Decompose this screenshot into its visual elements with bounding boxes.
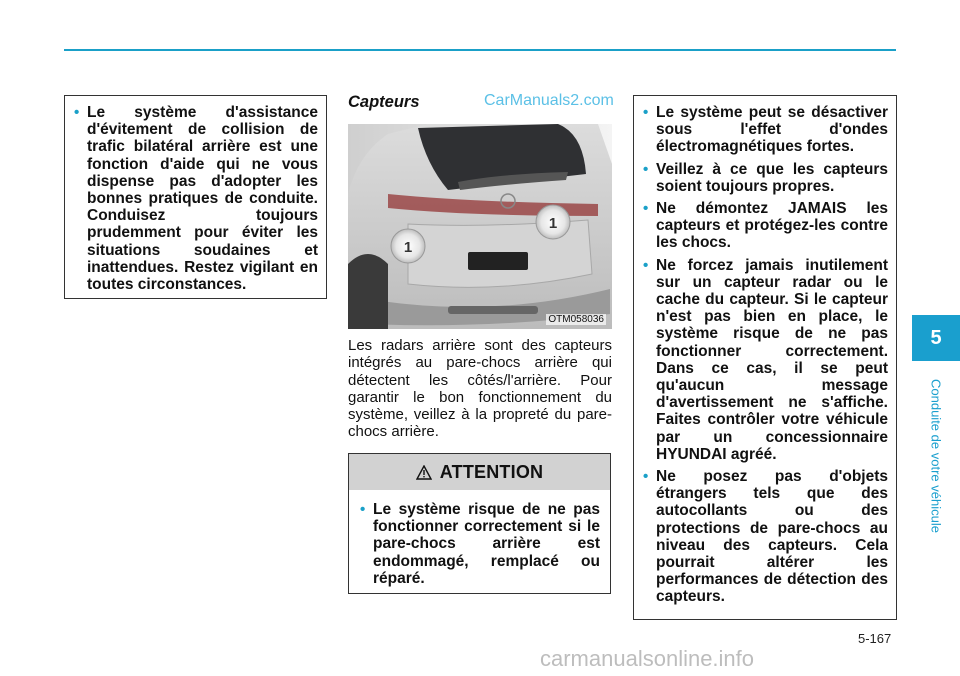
list-item-text: Veillez à ce que les capteurs soient toujours propres. [656,160,888,195]
watermark-text: CarManuals2.com [484,92,614,109]
car-rear-illustration [348,124,612,329]
page-number: 5-167 [858,631,892,646]
bullet-icon: • [643,200,649,218]
footer-watermark: carmanualsonline.info [540,646,755,671]
rear-bumper-sensor-photo [348,124,612,329]
left-caution-box [64,95,327,299]
top-rule [64,49,896,51]
list-item-text: Ne forcez jamais inutilement sur un capteur radar ou le cache du capteur. Si le capteur n'est pas bien en place, le système risque de ne pas fonctionner correctement. Dans ce cas, il se peut qu'aucun message d'avertissement ne s'affiche. Faites contrôler votre véhicule par un concessionnaire HYUNDAI agréé. [656,256,888,463]
list-item [643,161,888,195]
list-item-text: Le système peut se désactiver sous l'effet d'ondes électromagnétiques fortes. [656,104,888,156]
body-paragraph: Les radars arrière sont des capteurs intégrés au pare-chocs arrière qui détectent les côtés/l'arrière. Pour garantir le bon fonctionnement du système, veillez à la propreté du pare-chocs arrière. [348,337,612,441]
list-item [643,200,888,252]
bullet-icon: • [643,104,649,121]
chapter-tab[interactable]: 5 [912,315,960,361]
attention-bullet-list [360,501,600,587]
list-item [643,257,888,463]
right-caution-box [633,95,897,620]
list-item [360,501,600,587]
left-bullet-list [74,104,318,293]
image-code: OTM058036 [548,314,604,325]
list-item-text: Le système risque de ne pas fonctionner correctement si le pare-chocs arrière est endommagé, remplacé ou réparé. [373,501,600,587]
bullet-icon: • [360,501,366,518]
attention-box [348,453,611,594]
chapter-title: Conduite de votre véhicule [928,378,944,533]
list-item [74,104,318,293]
chapter-title-vertical [912,368,960,543]
attention-body [349,490,610,587]
attention-header [349,454,610,490]
list-item-text: Le système d'assistance d'évitement de collision de trafic bilatéral arrière est une fonction d'aide qui ne vous dispense pas d'adopter les bonnes pratiques de conduite. Conduisez toujours prudemment pour éviter les situations soudaines et inattendues. Restez vigilant en toutes circonstances. [87,104,318,294]
attention-title: ATTENTION [439,461,544,482]
bullet-icon: • [74,104,80,121]
svg-text:1: 1 [548,215,558,232]
bullet-icon: • [643,160,649,178]
section-heading: Capteurs [348,93,420,111]
list-item [643,468,888,606]
warning-triangle-icon [416,465,432,480]
list-item-text: Ne démontez JAMAIS les capteurs et protégez-les contre les chocs. [656,200,888,252]
svg-text:1: 1 [403,239,413,256]
bullet-icon: • [643,468,649,486]
list-item [643,104,888,156]
bullet-icon: • [643,256,649,274]
list-item-text: Ne posez pas d'objets étrangers tels que des autocollants ou des protections de pare-chocs au niveau des capteurs. Cela pourrait altérer les performances de détection des capteurs. [656,468,888,606]
right-bullet-list [643,104,888,606]
